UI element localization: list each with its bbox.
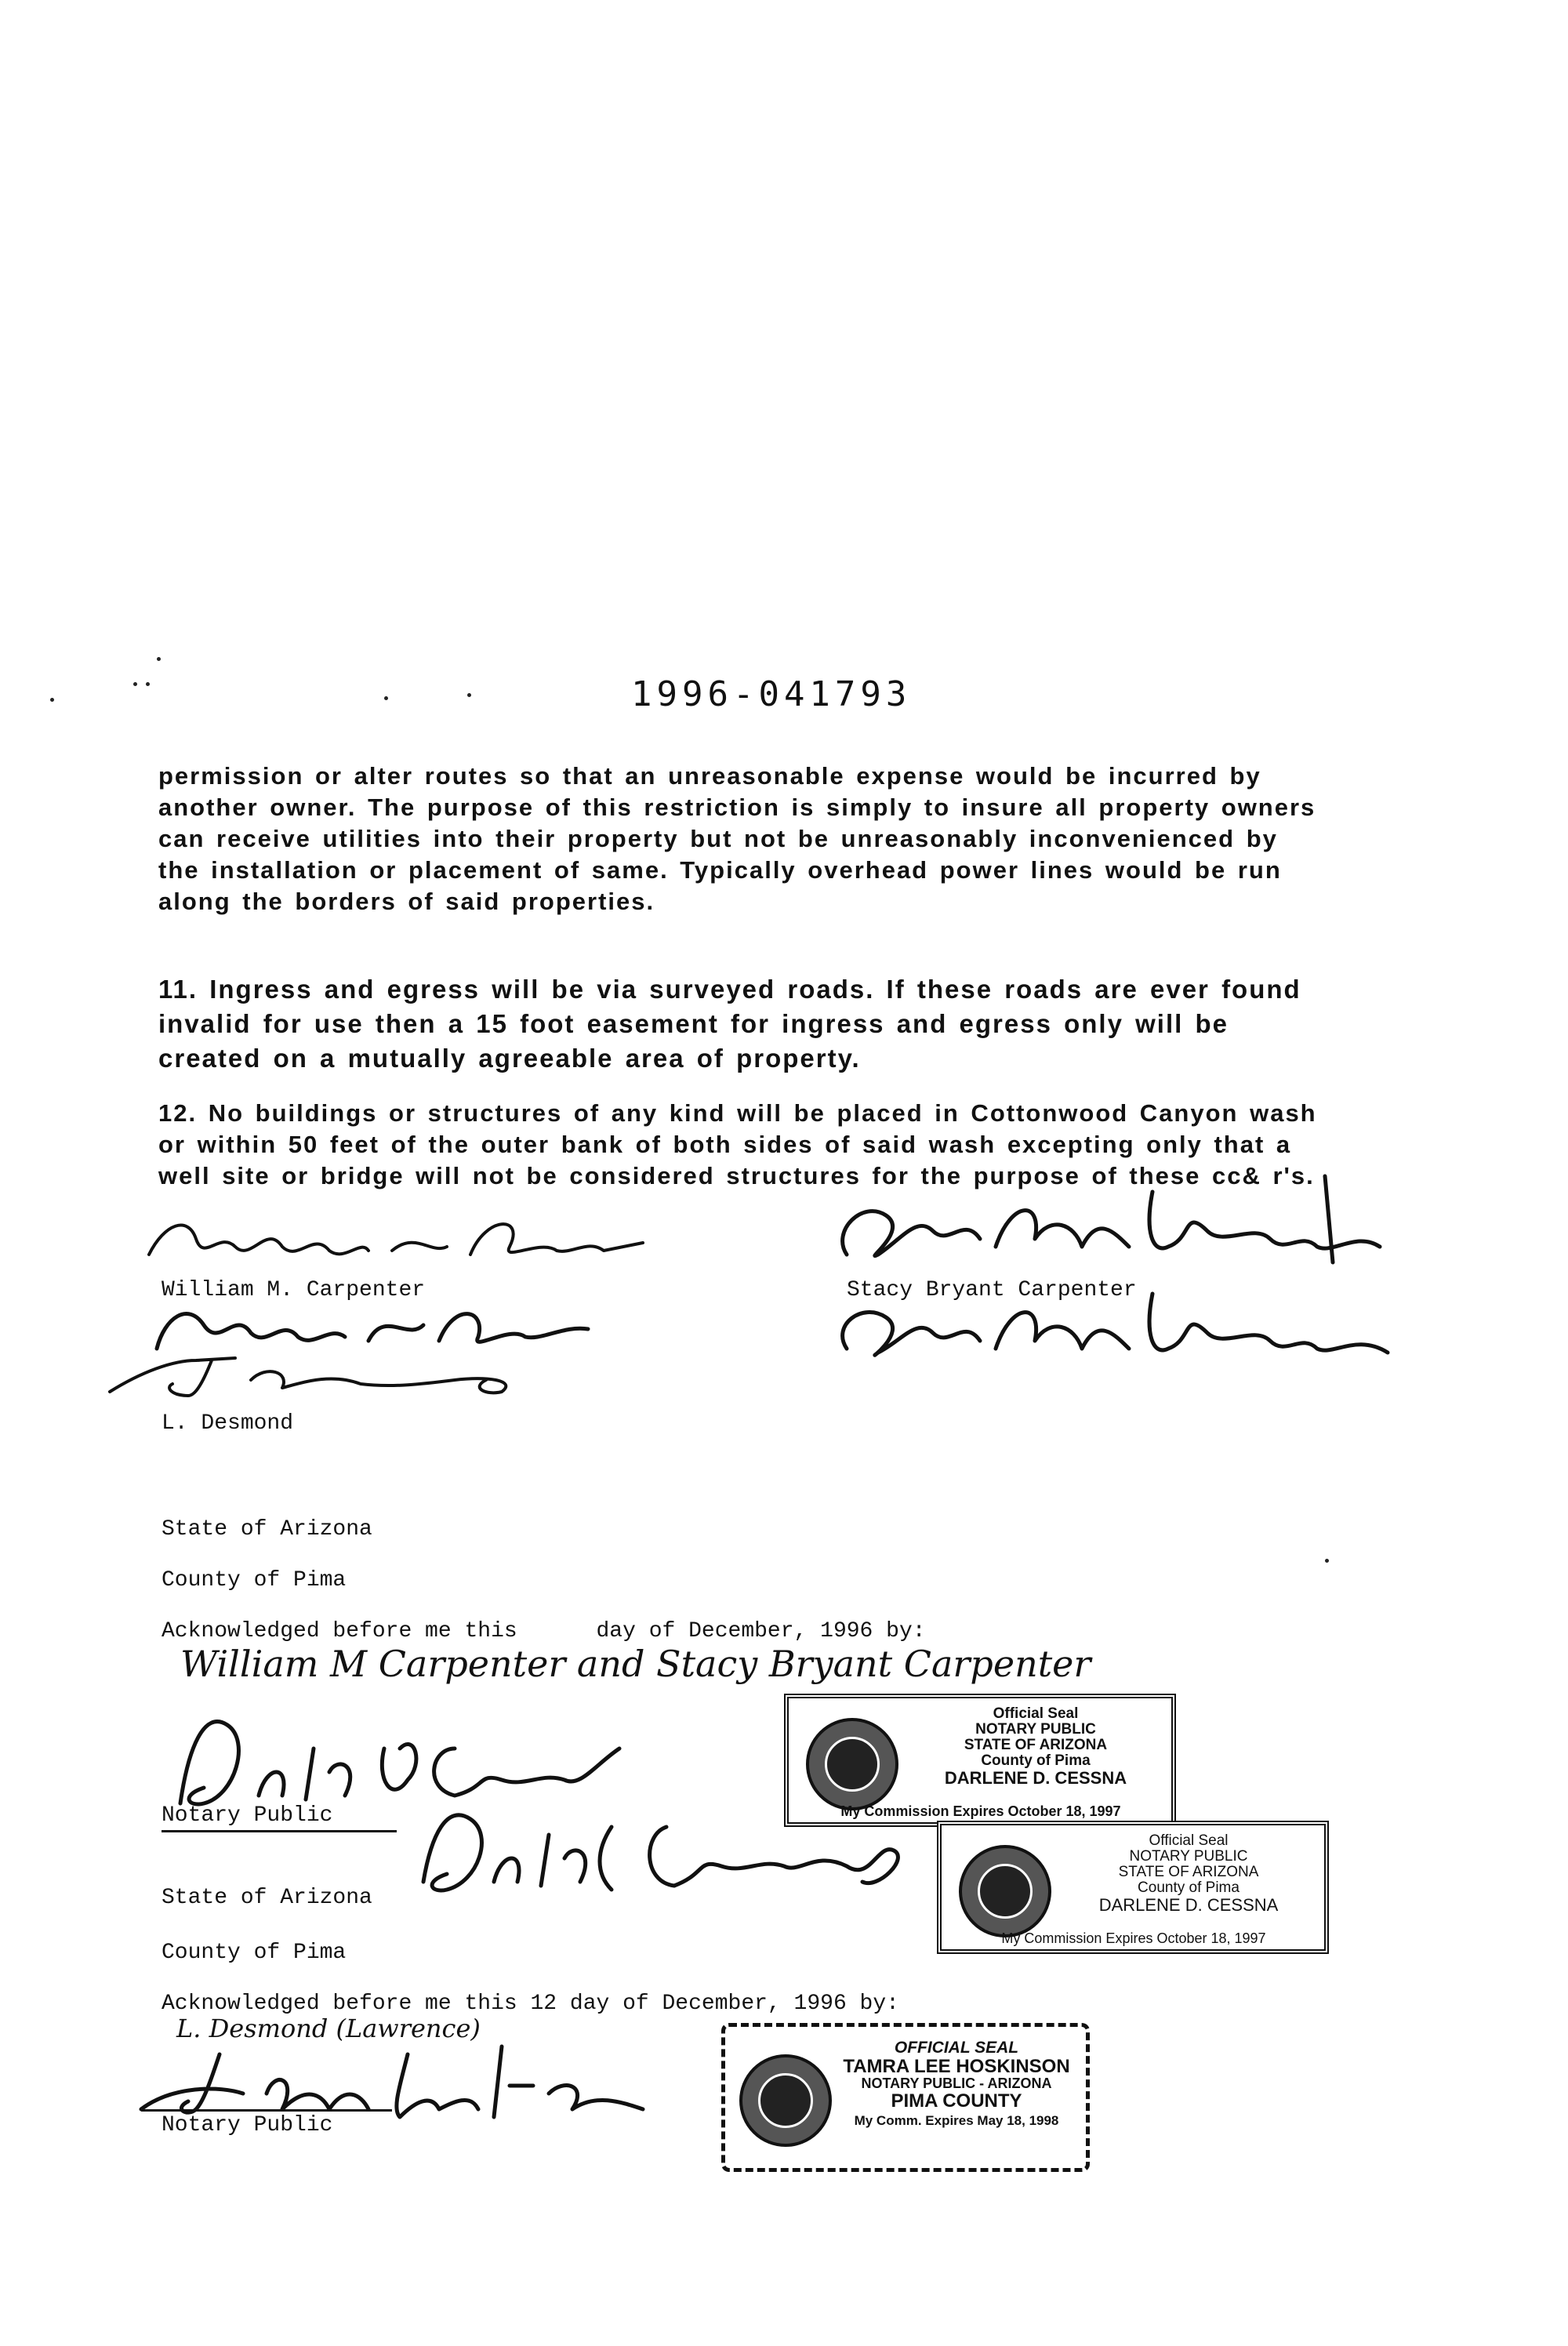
ack1-county: County of Pima xyxy=(162,1568,347,1592)
scan-speck xyxy=(146,682,150,686)
seal3-line: OFFICIAL SEAL xyxy=(894,2039,1019,2057)
seal1-line: DARLENE D. CESSNA xyxy=(944,1767,1127,1788)
seal3-line: NOTARY PUBLIC - ARIZONA xyxy=(861,2075,1052,2092)
ack2-state: State of Arizona xyxy=(162,1886,372,1910)
signature-stacy-2 xyxy=(815,1278,1411,1372)
notary-seal-hoskinson xyxy=(721,2023,1090,2172)
signature-william-2 xyxy=(141,1294,596,1356)
seal2-line: County of Pima xyxy=(1138,1879,1240,1896)
paragraph-11-ingress: 11. Ingress and egress will be via surveyed roads. If these roads are ever found invalid for use then a 15 foot easement for ingress and egress only will be created on a mutually agreeable area of property. xyxy=(158,975,1301,1073)
scan-speck xyxy=(157,657,161,661)
notary-signature-line xyxy=(141,2109,392,2112)
seal3-line: PIMA COUNTY xyxy=(891,2090,1022,2112)
scan-speck xyxy=(133,682,137,686)
scan-speck xyxy=(467,693,471,697)
signer-name-stacy: Stacy Bryant Carpenter xyxy=(847,1278,1137,1302)
seal2-line: Official Seal xyxy=(1149,1832,1229,1849)
ack1-state: State of Arizona xyxy=(162,1517,372,1542)
seal3-line: My Comm. Expires May 18, 1998 xyxy=(854,2113,1059,2129)
scan-speck xyxy=(1325,1559,1329,1563)
ack1-text: Acknowledged before me this day of December, 1996 by: xyxy=(162,1619,926,1643)
arizona-state-seal-icon xyxy=(739,2054,832,2147)
scan-speck xyxy=(50,698,54,702)
seal2-line: STATE OF ARIZONA xyxy=(1118,1863,1259,1880)
signature-william-1 xyxy=(133,1208,651,1270)
seal2-line: NOTARY PUBLIC xyxy=(1129,1847,1248,1865)
scan-speck xyxy=(384,696,388,700)
signature-desmond xyxy=(94,1349,533,1404)
seal1-line: NOTARY PUBLIC xyxy=(975,1720,1096,1738)
ack2-handwritten-names: L. Desmond (Lawrence) xyxy=(176,2014,481,2043)
seal1-line: County of Pima xyxy=(981,1752,1091,1769)
seal3-line: TAMRA LEE HOSKINSON xyxy=(843,2056,1070,2078)
ack1-notary-label: Notary Public xyxy=(162,1803,333,1828)
notary-seal-cessna-2 xyxy=(937,1821,1329,1954)
paragraph-utilities: permission or alter routes so that an unreasonable expense would be incurred by another owner. The purpose of this restriction is simply to insure all property owners can receive utilities into their property but not be unreasonably inconvenienced by the installation or placement of same. Typically overhead power lines would be run along the borders of said properties. xyxy=(158,762,1316,915)
seal1-expiry: My Commission Expires October 18, 1997 xyxy=(840,1803,1121,1819)
signer-name-william: William M. Carpenter xyxy=(162,1278,426,1302)
signature-notary-cessna-2 xyxy=(408,1796,917,1898)
seal1-line: STATE OF ARIZONA xyxy=(964,1736,1108,1753)
seal2-line: DARLENE D. CESSNA xyxy=(1098,1894,1279,1915)
document-number: 1996-041793 xyxy=(631,674,912,714)
notary-signature-line xyxy=(162,1830,397,1832)
arizona-state-seal-icon xyxy=(959,1845,1051,1937)
seal1-line: Official Seal xyxy=(993,1705,1079,1722)
ack2-text: Acknowledged before me this 12 day of December, 1996 by: xyxy=(162,1992,899,2016)
signature-stacy-1 xyxy=(815,1168,1411,1278)
signer-name-desmond: L. Desmond xyxy=(162,1411,294,1436)
paragraph-12-structures: 12. No buildings or structures of any kind will be placed in Cottonwood Canyon wash or within 50 feet of the outer bank of both sides of said wash excepting only that a well site or bridge will not be considered structures for the purpose of these cc& r's. xyxy=(158,1099,1317,1189)
ack2-county: County of Pima xyxy=(162,1941,347,1965)
seal2-expiry: My Commission Expires October 18, 1997 xyxy=(1001,1930,1266,1946)
ack1-handwritten-names: William M Carpenter and Stacy Bryant Carpenter xyxy=(180,1643,1091,1685)
ack2-notary-label: Notary Public xyxy=(162,2113,333,2137)
